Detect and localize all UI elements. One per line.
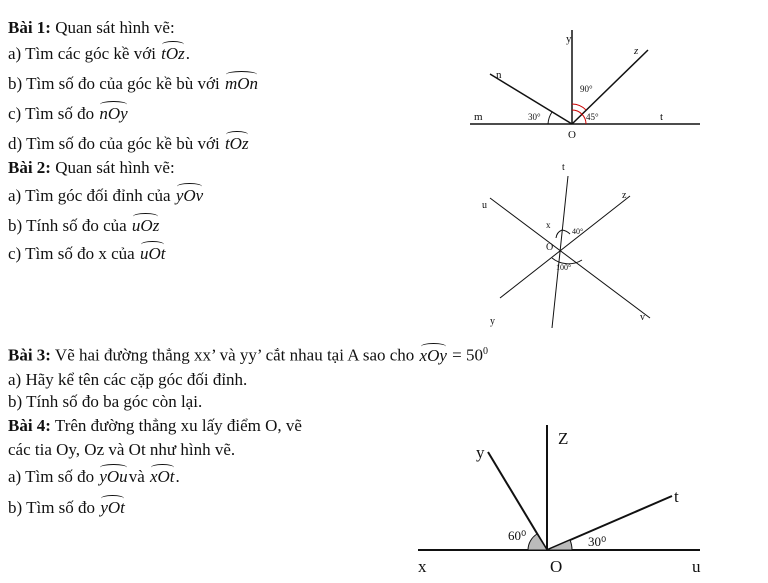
arc-30 [548, 112, 552, 124]
b2-b-text: b) Tính số đo của [8, 216, 131, 235]
label-v: v [640, 312, 645, 323]
b1-part-d [8, 134, 250, 154]
label-60: 60⁰ [508, 528, 527, 543]
b1-b-angle: mOn [224, 74, 259, 93]
arc-30 [547, 540, 572, 550]
b1-a-post: . [185, 44, 191, 63]
b2-intro: Quan sát hình vẽ: [50, 158, 175, 177]
b3-degree: 0 [483, 346, 489, 357]
arc-40 [562, 230, 570, 234]
label-u: u [692, 557, 701, 576]
label-o: O [546, 242, 554, 253]
b2-c-angle: uOt [139, 244, 166, 263]
label-z: z [622, 190, 627, 201]
b4-b-text: b) Tìm số đo [8, 498, 100, 517]
b3-part-a: a) Hãy kể tên các cặp góc đối đỉnh. [8, 370, 248, 389]
label-o: O [550, 557, 563, 576]
b1-part-b [8, 74, 259, 94]
b1-d-angle: tOz [224, 134, 249, 153]
label-z: z [634, 45, 639, 57]
figure-2 [470, 158, 680, 330]
b2-part-a [8, 186, 204, 206]
b4-a-mid: và [128, 467, 149, 486]
label-100: 100° [556, 263, 572, 272]
b4-title: Bài 4: [8, 416, 51, 435]
figure-3 [410, 420, 710, 580]
label-n: n [496, 69, 502, 81]
label-y: y [490, 316, 495, 327]
b4-line1: Trên đường thẳng xu lấy điểm O, vẽ [50, 416, 302, 435]
arc-60 [528, 534, 547, 550]
line-z [500, 196, 630, 298]
b3-angle: xOy [419, 345, 447, 365]
b1-b-text: b) Tìm số đo của góc kề bù với [8, 74, 224, 93]
label-x: x [418, 557, 427, 576]
line-ty [552, 176, 568, 328]
b2-c-text: c) Tìm số đo x của [8, 244, 139, 263]
line-uv [490, 198, 650, 318]
b4-part-a [8, 467, 180, 487]
b3-title-line [8, 342, 488, 366]
b4-b-angle: yOt [100, 498, 125, 517]
label-y: y [566, 33, 572, 45]
label-30: 30⁰ [588, 534, 607, 549]
b4-line2: các tia Oy, Oz và Ot như hình vẽ. [8, 440, 236, 459]
b4-part-b [8, 498, 126, 518]
label-90: 90° [580, 84, 593, 94]
label-t: t [660, 111, 664, 123]
label-o: O [568, 129, 576, 141]
b1-part-a [8, 44, 190, 64]
label-t: t [674, 487, 679, 506]
b1-a-angle: tOz [161, 44, 185, 63]
b1-part-c [8, 104, 129, 124]
b2-part-b [8, 216, 160, 236]
b1-d-text: d) Tìm số đo của góc kề bù với [8, 134, 224, 153]
b4-title-line [8, 416, 302, 436]
b4-a-angle1: yOu [99, 467, 128, 486]
label-m: m [474, 111, 483, 123]
b2-part-c [8, 244, 166, 264]
label-30: 30° [528, 112, 541, 122]
b4-a-text: a) Tìm số đo [8, 467, 99, 486]
b3-title: Bài 3: [8, 345, 51, 365]
b3-value: = 50 [447, 345, 484, 365]
b1-title: Bài 1: [8, 18, 51, 37]
b2-b-angle: uOz [131, 216, 160, 235]
arc-45 [572, 104, 586, 110]
label-t: t [562, 162, 565, 173]
b4-a-post: . [175, 467, 180, 486]
b2-a-angle: yOv [175, 186, 204, 205]
label-40: 40° [572, 227, 584, 236]
b1-a-text: a) Tìm các góc kề với [8, 44, 161, 63]
b2-a-text: a) Tìm góc đối đỉnh của [8, 186, 175, 205]
label-z: Z [558, 429, 569, 448]
b4-a-angle2: xOt [149, 467, 175, 486]
figure-1 [460, 22, 720, 152]
b2-title: Bài 2: [8, 158, 51, 177]
b1-intro: Quan sát hình vẽ: [50, 18, 175, 37]
label-x: x [546, 220, 551, 230]
b1-c-angle: nOy [99, 104, 128, 123]
b2-title-line [8, 158, 175, 178]
label-u: u [482, 200, 487, 211]
b3-part-b: b) Tính số đo ba góc còn lại. [8, 392, 203, 411]
label-45: 45° [586, 112, 599, 122]
b3-text: Vẽ hai đường thẳng xx’ và yy’ cắt nhau tại A sao cho [50, 345, 419, 365]
label-y: y [476, 443, 485, 462]
b1-c-text: c) Tìm số đo [8, 104, 99, 123]
b1-title-line [8, 18, 175, 38]
